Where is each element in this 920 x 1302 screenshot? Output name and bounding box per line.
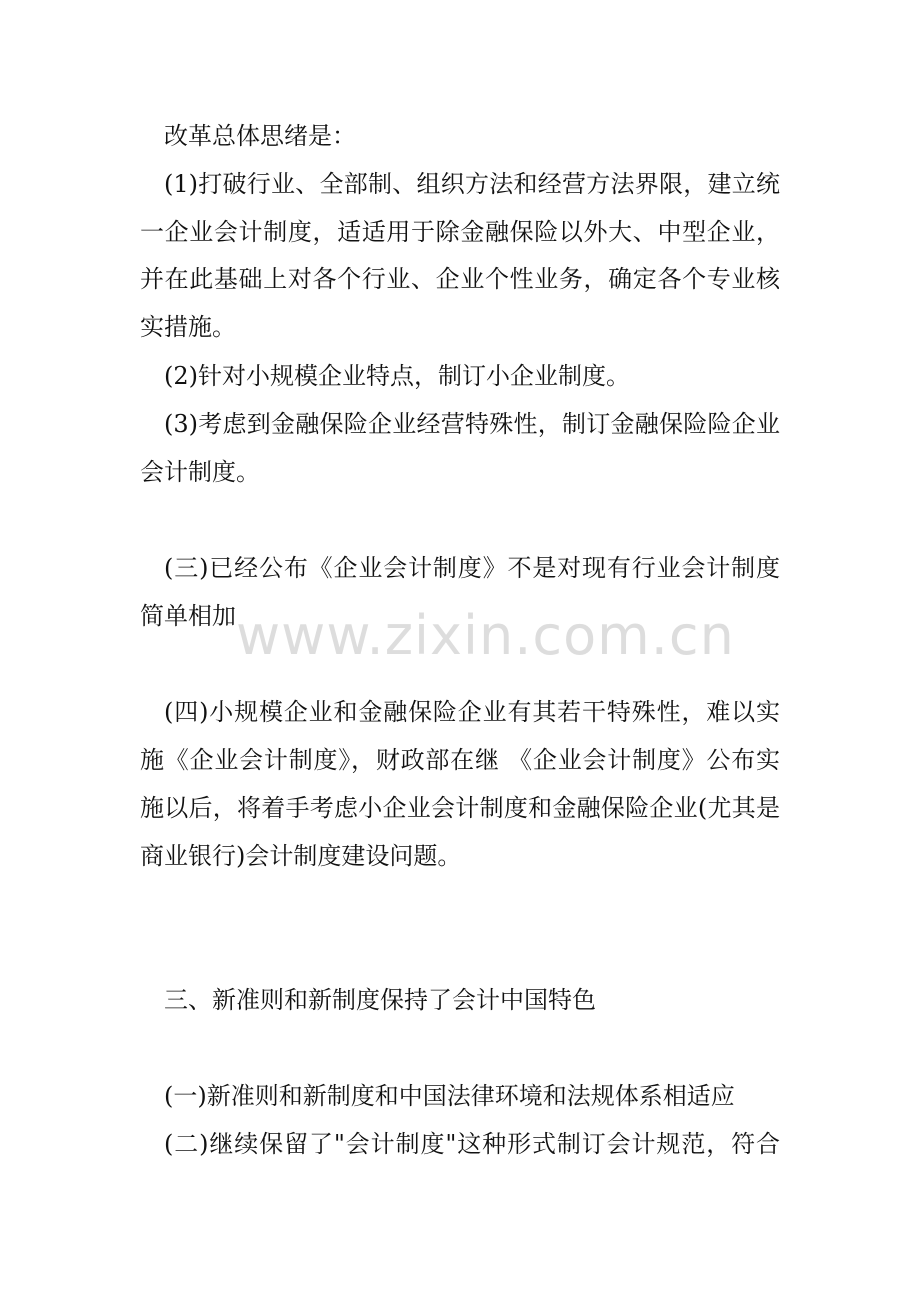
paragraph-line: 改革总体思绪是： bbox=[164, 122, 356, 150]
paragraph-line: (四)小规模企业和金融保险企业有其若干特殊性，难以实 bbox=[164, 698, 780, 726]
paragraph-line: (二)继续保留了"会计制度"这种形式制订会计规范，符合 bbox=[164, 1130, 780, 1158]
section-heading: 三、新准则和新制度保持了会计中国特色 bbox=[164, 986, 596, 1014]
paragraph-line: (2)针对小规模企业特点，制订小企业制度。 bbox=[164, 362, 630, 390]
paragraph-line: 会计制度。 bbox=[140, 458, 260, 486]
watermark: www.zixin.com.cn bbox=[236, 604, 735, 667]
paragraph-line: 施《企业会计制度》，财政部在继 《企业会计制度》公布实 bbox=[140, 746, 780, 774]
paragraph-line: 并在此基础上对各个行业、企业个性业务，确定各个专业核 bbox=[140, 265, 780, 293]
paragraph-line: 施以后，将着手考虑小企业会计制度和金融保险企业(尤其是 bbox=[140, 794, 780, 822]
paragraph-line: (1)打破行业、全部制、组织方法和经营方法界限，建立统 bbox=[164, 170, 780, 198]
paragraph-line: (3)考虑到金融保险企业经营特殊性，制订金融保险险企业 bbox=[164, 410, 780, 438]
paragraph-line: 商业银行)会计制度建设问题。 bbox=[140, 842, 462, 870]
paragraph-line: 实措施。 bbox=[140, 313, 236, 341]
paragraph-line: 一企业会计制度，适适用于除金融保险以外大、中型企业， bbox=[140, 218, 780, 246]
paragraph-line: (三)已经公布《企业会计制度》不是对现有行业会计制度 bbox=[164, 554, 780, 582]
paragraph-line: (一)新准则和新制度和中国法律环境和法规体系相适应 bbox=[164, 1082, 735, 1110]
paragraph-line: 简单相加 bbox=[140, 602, 236, 630]
